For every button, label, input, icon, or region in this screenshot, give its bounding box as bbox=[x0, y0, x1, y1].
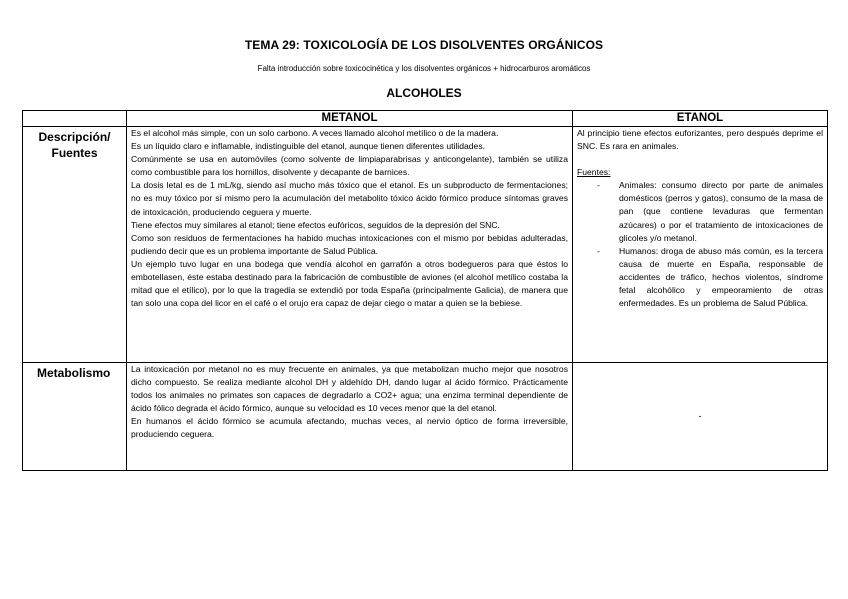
fuente-animales: Animales: consumo directo por parte de animales domésticos (perros y gatos), consumo de la masa de pan (que contiene levaduras que fermentan azúcares) o por el tratamiento de intoxicaciones de glicoles y/o metanol. bbox=[619, 180, 823, 243]
metanol-desc-paragraph: Como son residuos de fermentaciones ha habido muchas intoxicaciones con el mismo por bebidas adulteradas, pudiendo decir que es un problema importante de Salud Pública. bbox=[131, 232, 568, 256]
metanol-desc-paragraph: Tiene efectos muy similares al etanol; tiene efectos eufóricos, seguidos de la depresión del SNC. bbox=[131, 219, 500, 230]
row-label-metabolismo: Metabolismo bbox=[23, 363, 127, 471]
metanol-desc-paragraph: Es un líquido claro e inflamable, indistinguible del etanol, aunque tienen diferentes utilidades. bbox=[131, 141, 486, 152]
descripcion-metanol-cell bbox=[127, 127, 573, 363]
list-item bbox=[577, 245, 823, 310]
metabolismo-etanol-cell: - bbox=[573, 363, 828, 471]
descripcion-etanol-cell bbox=[573, 127, 828, 363]
fuentes-list bbox=[577, 179, 823, 310]
dash-bullet: - bbox=[597, 180, 600, 191]
document-note: Falta introducción sobre toxicocinética y los disolventes orgánicos + hidrocarburos aromáticos bbox=[257, 64, 591, 73]
metanol-desc-paragraph: La dosis letal es de 1 mL/kg, siendo así mucho más tóxico que el etanol. Es un subproducto de fermentaciones; no es muy tóxico por sí mismo pero la acumulación del metabolito tóxico ácido fórmico produce síntomas graves de intoxicación, produciendo ceguera y muerte. bbox=[131, 180, 568, 217]
dash-bullet: - bbox=[597, 245, 600, 256]
header-label-cell bbox=[23, 111, 127, 127]
metanol-desc-paragraph: Un ejemplo tuvo lugar en una bodega que vendía alcohol en garrafón a otros bodegueros para que éstos lo embotellasen, éste estaba destinado para la fabricación de combustible de aviones (el alcohol metílico costaba la mitad que el etílico), por lo que la tragedia se extendió por toda España (principalmente Galicia), de manera que tan solo una copa del licor en el café o el orujo era capaz de dejar ciego o matar a quien se la bebiese. bbox=[131, 258, 568, 309]
table-row-descripcion bbox=[23, 127, 828, 363]
table-header-row bbox=[23, 111, 828, 127]
table-row-metabolismo bbox=[23, 363, 828, 471]
section-heading: ALCOHOLES bbox=[386, 86, 462, 100]
header-etanol: ETANOL bbox=[573, 111, 828, 127]
metanol-desc-paragraph: Es el alcohol más simple, con un solo carbono. A veces llamado alcohol metílico o de la madera. bbox=[131, 128, 499, 138]
fuente-humanos: Humanos: droga de abuso más común, es la tercera causa de muerte en España, responsable de accidentes de tráfico, hechos violentos, síndrome fetal alcohólico y empeoramiento de otras enfermedades. Es un problema de Salud Pública. bbox=[619, 245, 823, 309]
fuentes-label: Fuentes: bbox=[577, 167, 611, 178]
document-title: TEMA 29: TOXICOLOGÍA DE LOS DISOLVENTES ORGÁNICOS bbox=[244, 38, 604, 52]
metanol-desc-paragraph: Comúnmente se usa en automóviles (como solvente de limpiaparabrisas y anticongelante), también se utiliza como combustible para los hornillos, disolvente y decapante de barnices. bbox=[131, 154, 568, 178]
list-item bbox=[577, 179, 823, 244]
header-metanol: METANOL bbox=[127, 111, 573, 127]
metabolismo-metanol-cell bbox=[127, 363, 573, 471]
comparison-table bbox=[22, 110, 828, 471]
etanol-intro: Al principio tiene efectos euforizantes, pero después deprime el SNC. Es rara en animales. bbox=[577, 128, 823, 152]
metanol-metab-paragraph: En humanos el ácido fórmico se acumula afectando, muchas veces, al nervio óptico de forma irreversible, produciendo ceguera. bbox=[131, 416, 568, 440]
metanol-metab-paragraph: La intoxicación por metanol no es muy frecuente en animales, ya que metabolizan mucho mejor que nosotros dicho compuesto. Se realiza mediante alcohol DH y aldehído DH, dando lugar al ácido fórmico. Prácticamente todos los animales no primates son capaces de degradarlo a CO2+ agua; una enzima terminal dependiente de ácido fólico degrada el ácido fórmico, aunque su velocidad es 10 veces menor que la del etanol. bbox=[131, 364, 568, 414]
row-label-descripcion: Descripción/ Fuentes bbox=[23, 127, 127, 363]
